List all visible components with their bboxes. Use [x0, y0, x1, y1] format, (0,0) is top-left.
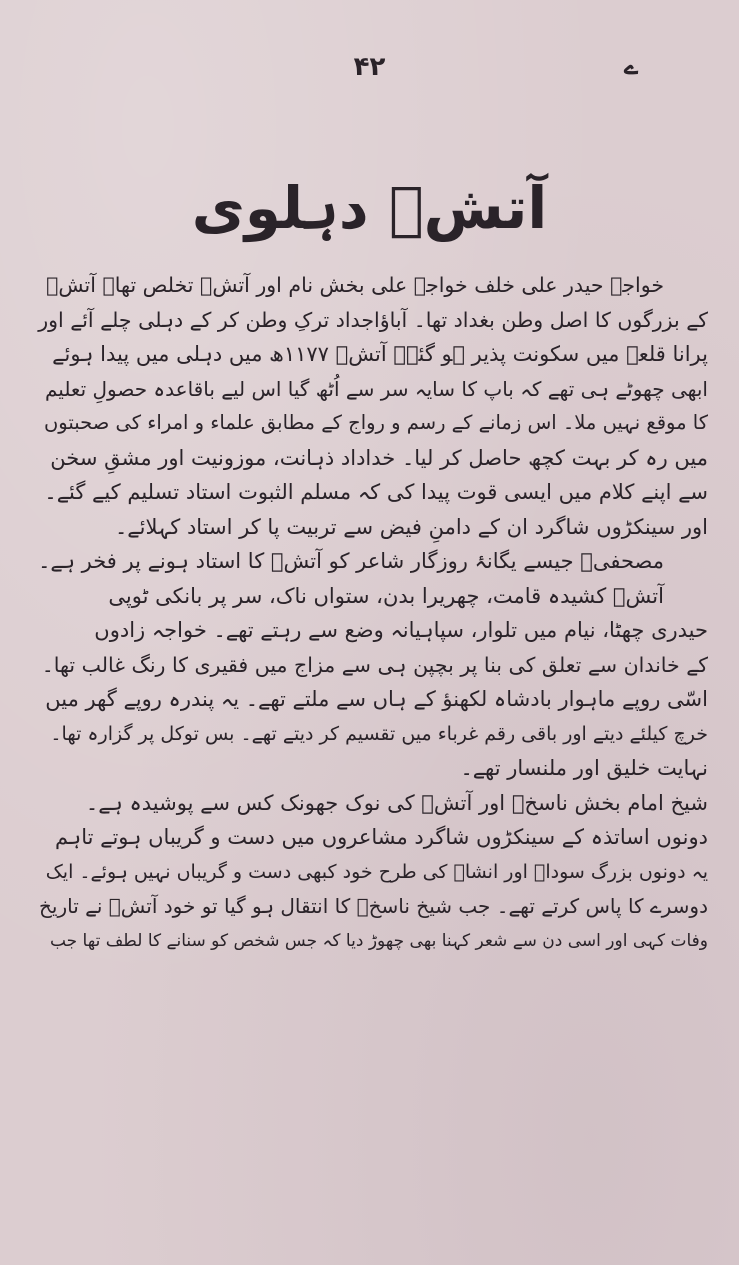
body-text: [36, 268, 708, 958]
text-line: وفات کہی اور اسی دن سے شعر کہنا بھی چھوڑ دیا کہ جس شخص کو سنانے کا لطف تھا جب: [49, 930, 708, 951]
text-line: مصحفیؔ جیسے یگانۂ روزگار شاعر کو آتشؔ کا استاد ہونے پر فخر ہے۔: [38, 549, 664, 573]
text-line: سے اپنے کلام میں ایسی قوت پیدا کی کہ مسلم الثبوت استاد تسلیم کیے گئے۔: [44, 480, 708, 504]
text-line: اسّی روپے ماہوار بادشاہ لکھنؤ کے ہاں سے ملتے تھے۔ یہ پندرہ روپے گھر میں: [45, 687, 708, 711]
text-line: آتشؔ کشیدہ قامت، چھریرا بدن، ستواں ناک، سر پر بانکی ٹوپی: [108, 583, 664, 608]
text-line: یہ دونوں بزرگ سوداؔ اور انشاؔ کی طرح خود کبھی دست و گریباں نہیں ہوئے۔ ایک: [45, 860, 708, 883]
corner-mark: ے: [624, 52, 639, 80]
text-line: حیدری چھٹا، نیام میں تلوار، سپاہیانہ وضع سے رہتے تھے۔ خواجہ زادوں: [94, 618, 708, 642]
text-line: ابھی چھوٹے ہی تھے کہ باپ کا سایہ سر سے اُٹھ گیا اس لیے باقاعدہ حصولِ تعلیم: [44, 376, 708, 401]
heading-block: [0, 170, 739, 246]
text-line: نہایت خلیق اور ملنسار تھے۔: [460, 756, 708, 780]
text-line: کے خاندان سے تعلق کی بنا پر بچپن ہی سے مزاج میں فقیری کا رنگ غالب تھا۔: [41, 652, 708, 677]
text-line: خواجہ حیدر علی خلف خواجہ علی بخش نام اور آتشؔ تخلص تھا۔ آتشؔ: [46, 273, 664, 297]
text-line: دوسرے کا پاس کرتے تھے۔ جب شیخ ناسخؔ کا انتقال ہو گیا تو خود آتشؔ نے تاریخ: [38, 894, 708, 918]
text-line: خرچ کیلئے دیتے اور باقی رقم غرباء میں تقسیم کر دیتے تھے۔ بس توکل پر گزارہ تھا۔: [50, 722, 708, 745]
text-line: پرانا قلعہ میں سکونت پذیر ہو گئے۔ آتشؔ ۱۱۷۷ھ میں دہلی میں پیدا ہوئے: [52, 342, 708, 366]
text-line: دونوں اساتذہ کے سینکڑوں شاگرد مشاعروں میں دست و گریباں ہوتے تاہم: [54, 825, 708, 849]
page-number: ۴۲: [353, 52, 386, 82]
text-line: کے بزرگوں کا اصل وطن بغداد تھا۔ آباؤاجداد ترکِ وطن کر کے دہلی چلے آئے اور: [38, 307, 708, 332]
text-line: میں رہ کر بہت کچھ حاصل کر لیا۔ خداداد ذہانت، موزونیت اور مشقِ سخن: [50, 445, 708, 470]
chapter-heading: آتشؔ دہلوی: [191, 174, 548, 242]
text-line: کا موقع نہیں ملا۔ اس زمانے کے رسم و رواج کے مطابق علماء و امراء کی صحبتوں: [43, 411, 708, 434]
text-line: اور سینکڑوں شاگرد ان کے دامنِ فیض سے تربیت پا کر استاد کہلائے۔: [114, 514, 708, 539]
text-line: شیخ امام بخش ناسخؔ اور آتشؔ کی نوک جھونک کس سے پوشیدہ ہے۔: [85, 790, 708, 815]
